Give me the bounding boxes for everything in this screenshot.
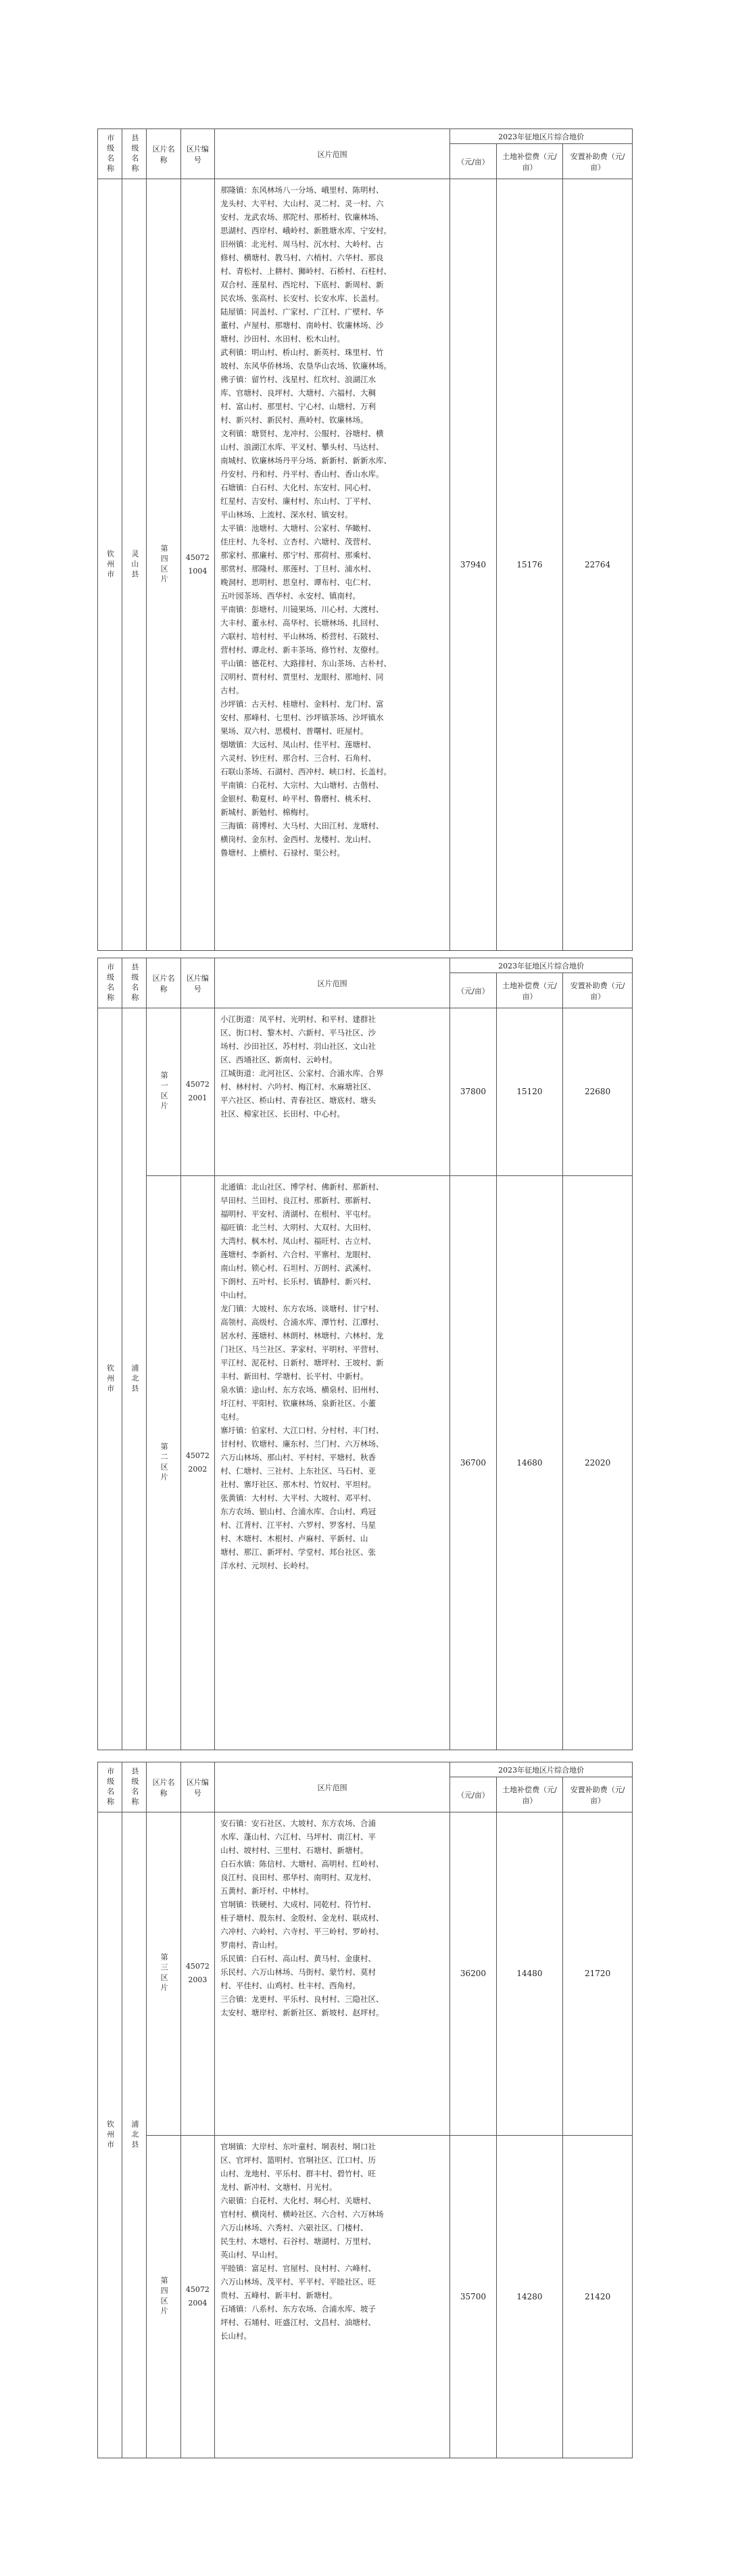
- header-row: [98, 958, 633, 973]
- header-land-comp: 土地补偿费（元/亩）: [496, 144, 563, 179]
- scope-line: 北通镇：北山社区、博学村、佛新村、那新村、: [220, 1181, 384, 1192]
- header-zone-code: 区片编号: [180, 1762, 214, 1812]
- zone-price-table-page-1: [97, 128, 633, 951]
- scope-line: 高领村、高级村、合浦水库、潭竹村、江潭村、: [220, 1317, 384, 1327]
- scope-line: 张黄镇：大村村、大平村、大坡村、邓平村、: [220, 1493, 376, 1503]
- scope-line: 早田村、兰田村、良江村、那新村、那新村、: [220, 1195, 376, 1205]
- scope-line: 安石镇：安石社区、大坡村、东方农场、合浦: [220, 1819, 376, 1828]
- scope-line: 村、平佳村、山鸡村、杜丰村、西角村。: [220, 1981, 361, 1990]
- scope-line: 场村、沙田社区、苏村村、羽山社区、文山社: [220, 1041, 376, 1051]
- scope-line: 平山林场、上流村、深水村、镇安村。: [220, 510, 353, 519]
- scope-cell: [215, 1008, 450, 1176]
- scope-line: 泉水镇：途山村、东方农场、横泉村、旧州村、: [220, 1384, 384, 1395]
- county-cell: 浦北县: [122, 1008, 147, 1750]
- scope-line: 太安村、塘岸村、新新社区、新坡村、赵坪村。: [220, 2008, 384, 2017]
- scope-line: 安村、那峰村、七里村、沙坪镇茶场、沙坪镇水: [220, 713, 384, 722]
- scope-line: 太平镇：池塘村、大塘村、公家村、华瞰村、: [220, 523, 376, 533]
- scope-line: 莲塘村、李新村、六合村、平寨村、龙眼村、: [220, 1249, 376, 1259]
- header-price-group: 2023年征地区片综合地价: [450, 958, 633, 973]
- scope-line: 董村、卢屋村、那塘村、南岭村、钦廉林场、沙: [220, 321, 384, 330]
- zone-code-cell: 45072 2001: [180, 1008, 214, 1176]
- price-cell: 35700: [450, 2135, 496, 2458]
- zone-price-table-page-2: [97, 958, 633, 1750]
- price-cell: 36200: [450, 1812, 496, 2136]
- land-comp-cell: 14480: [496, 1812, 563, 2136]
- scope-line: 石埇镇：八系村、东方农场、合浦水库、坡子: [220, 2303, 376, 2314]
- scope-line: 六万山林场、那山村、平村村、平塘村、秋香: [220, 1452, 376, 1462]
- header-scope: 区片范围: [215, 958, 450, 1008]
- price-cell: 37940: [450, 179, 496, 951]
- scope-list: [220, 1817, 444, 2019]
- scope-line: 坪村、石埇村、旺盛江村、文昌村、油塘村、: [220, 2317, 376, 2327]
- scope-line: 英山村、早山村。: [220, 2249, 283, 2259]
- scope-line: 红星村、吉安村、廉村村、东山村、丁平村、: [220, 496, 376, 506]
- zone-code-cell: 45072 2004: [180, 2135, 214, 2458]
- land-comp-cell: 15176: [496, 179, 563, 951]
- scope-line: 沙坪镇：古天村、桂塘村、金料村、龙门村、富: [220, 699, 384, 709]
- city-cell: 钦州市: [98, 179, 122, 951]
- price-cell: 37800: [450, 1008, 496, 1176]
- scope-line: 寨圩镇：伯家村、大江口村、分村村、丰门村、: [220, 1425, 384, 1435]
- scope-line: 陆屋镇：同盖村、广家村、广江村、广壁村、华: [220, 307, 384, 317]
- land-comp-cell: 14680: [496, 1175, 563, 1750]
- scope-line: 库、官塘村、良坪村、大塘村、六福村、大稠: [220, 388, 376, 398]
- header-zone-code: 区片编号: [180, 129, 214, 179]
- scope-line: 福明村、平安村、清湖村、在根村、平屯村。: [220, 1209, 376, 1219]
- header-city: 市级名称: [98, 1762, 122, 1812]
- scope-line: 五叶园茶场、西华村、永安村、镇南村。: [220, 591, 361, 601]
- scope-line: 平江村、泥花村、日新村、塘坪村、王坡村、新: [220, 1357, 384, 1367]
- scope-line: 居水村、莲塘村、林朗村、林塘村、六林村、龙: [220, 1330, 384, 1340]
- scope-line: 桂子塘村、殷东村、金殷村、金龙村、联成村、: [220, 1913, 384, 1923]
- scope-line: 石塘镇：白石村、大化村、东安村、同心村、: [220, 483, 376, 492]
- table-row: [98, 1812, 633, 2136]
- scope-line: 小江街道：凤平村、光明村、和平村、建群社: [220, 1014, 376, 1024]
- scope-line: 区、街口村、黎木村、六新村、平马社区、沙: [220, 1028, 376, 1037]
- scope-line: 新城村、新勉村、棉梅村。: [220, 807, 314, 817]
- scope-line: 村、仁塘村、三社村、上东社区、马石村、亚: [220, 1466, 376, 1476]
- scope-line: 良江村、良田村、那华村、南明村、双龙村、: [220, 1873, 376, 1882]
- scope-line: 五黄村、新圩村、中林村。: [220, 1886, 314, 1896]
- resettle-cell: 21720: [563, 1812, 633, 2136]
- scope-list: [220, 1012, 444, 1121]
- scope-line: 修村、横塘村、教马村、六梢村、六华村、那良: [220, 253, 384, 262]
- scope-line: 六灵村、钞庄村、那合村、三合村、石角村、: [220, 753, 376, 763]
- zone-name-cell: 第四区片: [147, 2135, 180, 2458]
- scope-line: 横岗村、金东村、金西村、龙楼村、龙山村、: [220, 835, 376, 844]
- header-city: 市级名称: [98, 129, 122, 179]
- header-county: 县级名称: [122, 958, 147, 1008]
- scope-line: 平山镇：德花村、大路排村、东山茶场、古朴村、: [220, 659, 392, 668]
- header-county: 县级名称: [122, 129, 147, 179]
- scope-line: 官垌镇：大岸村、东叶童村、垌表村、垌口社: [220, 2141, 376, 2151]
- resettle-cell: 22680: [563, 1008, 633, 1176]
- scope-line: 烟墩镇：大远村、凤山村、佳平村、莲塘村、: [220, 740, 376, 749]
- scope-line: 汉明村、贾村村、贾里村、龙眼村、那地村、同: [220, 672, 384, 682]
- city-cell: 钦州市: [98, 1812, 122, 2458]
- scope-line: 安村、龙武农场、那陀村、那桥村、钦廉林场、: [220, 212, 384, 222]
- scope-line: 福旺镇：北兰村、大明村、大双村、大田村、: [220, 1222, 376, 1232]
- header-zone-name: 区片名称: [147, 958, 180, 1008]
- scope-line: 区、西埇社区、新南村、云岭村。: [220, 1055, 337, 1064]
- scope-line: 平睦镇：富足村、官屋村、良村村、六峰村、: [220, 2263, 376, 2273]
- scope-line: 塘村、沙田村、水田村、松木山村。: [220, 334, 345, 344]
- header-price-group: 2023年征地区片综合地价: [450, 129, 633, 144]
- land-comp-cell: 14280: [496, 2135, 563, 2458]
- scope-line: 山村、浪湖江水库、平叉村、攀头村、马达村、: [220, 442, 384, 452]
- scope-line: 金银村、勒夏村、岭平村、鲁磨村、桃禾村、: [220, 794, 376, 803]
- scope-line: 丰村、新田村、学塘村、长平村、中新村。: [220, 1371, 368, 1381]
- county-cell: 浦北县: [122, 1812, 147, 2458]
- header-row: [98, 1762, 633, 1777]
- scope-line: 民农场、张高村、长安村、长安水库、长盖村。: [220, 294, 384, 303]
- resettle-cell: 22020: [563, 1175, 633, 1750]
- scope-line: 塘村、那江、新坪村、学堂村、邦台社区、张: [220, 1547, 376, 1557]
- scope-line: 民生村、木塘村、石谷村、塘湖村、万里村、: [220, 2236, 376, 2246]
- header-resettle: 安置补助费（元/亩）: [563, 1777, 633, 1812]
- scope-line: 龙门镇：大坡村、东方农场、谈塘村、甘宁村、: [220, 1303, 384, 1313]
- scope-list: [220, 1180, 444, 1572]
- scope-line: 官村村、横岗村、横岭社区、六合村、六万林场: [220, 2209, 384, 2219]
- header-price: （元/亩）: [450, 973, 496, 1008]
- scope-line: 平六社区、桥山村、青春社区、塘底村、塘头: [220, 1096, 376, 1105]
- header-resettle: 安置补助费（元/亩）: [563, 144, 633, 179]
- resettle-cell: 21420: [563, 2135, 633, 2458]
- county-cell: 灵山县: [122, 179, 147, 951]
- zone-name-cell: 第四区片: [147, 179, 180, 951]
- zone-code-cell: 45072 1004: [180, 179, 214, 951]
- scope-line: 南山村、锁心村、石坦村、万朗村、武溪村、: [220, 1263, 376, 1273]
- table-row: [98, 179, 633, 951]
- header-land-comp: 土地补偿费（元/亩）: [496, 1777, 563, 1812]
- scope-cell: [215, 1812, 450, 2136]
- scope-line: 村、新兴村、新民村、燕岭村、钦廉林场。: [220, 415, 368, 425]
- header-zone-code: 区片编号: [180, 958, 214, 1008]
- table-row: [98, 1008, 633, 1176]
- scope-line: 江城街道：北河社区、公家村、合浦水库、合界: [220, 1069, 384, 1078]
- scope-line: 洋水村、元坝村、长岭村。: [220, 1560, 314, 1570]
- scope-line: 甘村村、钦塘村、廉东村、兰门村、六万林场、: [220, 1438, 384, 1449]
- header-price: （元/亩）: [450, 1777, 496, 1812]
- city-cell: 钦州市: [98, 1008, 122, 1750]
- zone-code-cell: 45072 2003: [180, 1812, 214, 2136]
- scope-line: 古村。: [220, 686, 244, 695]
- scope-line: 贵村、五峰村、新丰村、新塘村。: [220, 2290, 337, 2300]
- scope-line: 山村、龙地村、平乐村、群丰村、碧竹村、旺: [220, 2168, 376, 2178]
- scope-line: 下朗村、五叶村、长乐村、镇静村、新兴村、: [220, 1276, 376, 1286]
- header-resettle: 安置补助费（元/亩）: [563, 973, 633, 1008]
- scope-line: 思湖村、西岸村、峨岭村、新胜塘水库、宁安村。: [220, 226, 392, 235]
- zone-code-cell: 45072 2002: [180, 1175, 214, 1750]
- scope-line: 六冲村、六岭村、六寺村、平三岭村、罗岭村、: [220, 1927, 384, 1936]
- scope-line: 水库、蓬山村、六江村、马坪村、南江村、平: [220, 1832, 376, 1842]
- scope-line: 村、江背村、江平村、六罗村、罗客村、马星: [220, 1520, 376, 1530]
- header-zone-name: 区片名称: [147, 1762, 180, 1812]
- scope-line: 区、官坪村、篮明村、官垌社区、江口村、历: [220, 2155, 376, 2165]
- scope-line: 门社区、马兰社区、茅家村、平明村、平营村、: [220, 1344, 384, 1354]
- scope-cell: [215, 179, 450, 951]
- scope-list: [220, 183, 444, 860]
- scope-line: 社村、寨圩社区、那木村、竹奴村、平坦村。: [220, 1479, 376, 1489]
- scope-line: 佛子镇：留竹村、浅星村、红坎村、浪湖江水: [220, 375, 376, 384]
- header-zone-name: 区片名称: [147, 129, 180, 179]
- table-row: [98, 2135, 633, 2458]
- header-county: 县级名称: [122, 1762, 147, 1812]
- scope-line: 乐民镇：白石村、高山村、黄马村、金康村、: [220, 1954, 376, 1963]
- scope-line: 六联村、培村村、平山林场、桥营村、石陂村、: [220, 632, 384, 641]
- price-cell: 36700: [450, 1175, 496, 1750]
- header-price-group: 2023年征地区片综合地价: [450, 1762, 633, 1777]
- scope-line: 社区、樟家社区、长田村、中心村。: [220, 1109, 345, 1119]
- scope-line: 文利镇：塘贤村、龙冲村、公服村、谷塘村、横: [220, 429, 384, 438]
- scope-line: 长山村。: [220, 2331, 252, 2341]
- scope-line: 大丰村、董永村、高华村、长塘林场、扎回村、: [220, 618, 384, 628]
- scope-line: 坡村、东风华侨林场、农垦华山农场、钦廉林场。: [220, 361, 392, 371]
- scope-line: 营村村、谭北村、新丰茶场、修竹村、友僚村。: [220, 645, 384, 655]
- scope-line: 六硍镇：白花村、大化村、垌心村、关塘村、: [220, 2195, 376, 2205]
- scope-line: 三海镇：蒋博村、大马村、大田江村、龙塘村、: [220, 821, 384, 830]
- scope-line: 鲁塘村、上横村、石禄村、渠公村。: [220, 848, 345, 858]
- scope-line: 中山村。: [220, 1290, 252, 1300]
- scope-line: 旧州镇：北光村、周马村、沉水村、大岭村、古: [220, 239, 384, 249]
- land-comp-cell: 15120: [496, 1008, 563, 1176]
- scope-line: 石联山茶场、石湖村、西冲村、峡口村、长盖村。: [220, 767, 392, 776]
- scope-line: 东方农场、银山村、合浦水库、合山村、鸡冠: [220, 1506, 376, 1516]
- header-city: 市级名称: [98, 958, 122, 1008]
- scope-cell: [215, 1175, 450, 1750]
- scope-line: 山村、坡村村、三里村、石塘村、新塘村。: [220, 1846, 368, 1855]
- scope-line: 那家村、那廉村、那宁村、那荷村、那乘村、: [220, 551, 376, 560]
- header-price: （元/亩）: [450, 144, 496, 179]
- scope-line: 丹安村、丹和村、丹平村、香山村、香山水库。: [220, 469, 384, 479]
- header-row: [98, 129, 633, 144]
- scope-line: 六万山林场、茂平村、平平村、平睦社区、旺: [220, 2276, 376, 2287]
- zone-name-cell: 第三区片: [147, 1812, 180, 2136]
- header-scope: 区片范围: [215, 129, 450, 179]
- scope-list: [220, 2140, 444, 2343]
- scope-line: 白石水镇：陈信村、大塘村、高明村、红岭村、: [220, 1859, 384, 1869]
- scope-cell: [215, 2135, 450, 2458]
- zone-name-cell: 第二区片: [147, 1175, 180, 1750]
- scope-line: 平南镇：白花村、大宗村、大山塘村、古偕村、: [220, 780, 384, 790]
- scope-line: 乐民村、六万山林场、马街村、蒙竹村、莫村: [220, 1967, 376, 1977]
- table-row: [98, 1175, 633, 1750]
- scope-line: 三合镇：龙更村、平乐村、良村村、三隐社区、: [220, 1994, 384, 2004]
- header-scope: 区片范围: [215, 1762, 450, 1812]
- scope-line: 平南镇：彭塘村、川镜果场、川心村、大渡村、: [220, 605, 384, 614]
- header-land-comp: 土地补偿费（元/亩）: [496, 973, 563, 1008]
- scope-line: 双合村、莲星村、西坨村、下底村、新周村、新: [220, 280, 384, 289]
- scope-line: 晚洞村、思明村、思皇村、谭布村、屯仁村、: [220, 578, 376, 587]
- scope-line: 南城村、钦廉林场丹平分场、新新村、新新水库、: [220, 456, 392, 465]
- scope-line: 官垌镇：铁硬村、大成村、同乾村、符竹村、: [220, 1900, 376, 1909]
- scope-line: 村、青松村、上耕村、狮岭村、石桥村、石柱村、: [220, 266, 392, 276]
- scope-line: 六万山林场、六秀村、六硍社区、门楼村、: [220, 2222, 368, 2232]
- scope-line: 大湾村、枫木村、凤山村、福旺村、古立村、: [220, 1236, 376, 1246]
- scope-line: 果场、双六村、思模村、普曙村、旺屋村。: [220, 726, 368, 736]
- scope-line: 圩江村、平阳村、钦廉林场、泉新社区、小董: [220, 1398, 376, 1408]
- scope-line: 佳庄村、九冬村、立杏村、六塘村、茂营村、: [220, 537, 376, 546]
- scope-line: 龙村、新冲村、文塘村、月光村。: [220, 2182, 337, 2192]
- scope-line: 龙头村、大平村、大山村、灵二村、灵一村、六: [220, 199, 384, 208]
- scope-line: 那赏村、那隆村、那莲村、丁旦村、浦水村、: [220, 564, 376, 573]
- scope-line: 村、富山村、那里村、宁心村、山塘村、万利: [220, 402, 376, 411]
- zone-price-table-page-3: [97, 1762, 633, 2458]
- scope-line: 村、木塘村、木根村、卢麻村、平新村、山: [220, 1533, 368, 1543]
- resettle-cell: 22764: [563, 179, 633, 951]
- scope-line: 屯村。: [220, 1411, 244, 1422]
- scope-line: 村、林村村、六吟村、梅江村、水麻塘社区、: [220, 1082, 376, 1092]
- scope-line: 那隆镇：东风林场八一分场、峨里村、陈明村、: [220, 185, 384, 195]
- zone-name-cell: 第一区片: [147, 1008, 180, 1176]
- scope-line: 罗南村、青山村。: [220, 1940, 283, 1950]
- scope-line: 武利镇：明山村、桥山村、新英村、珠里村、竹: [220, 348, 384, 357]
